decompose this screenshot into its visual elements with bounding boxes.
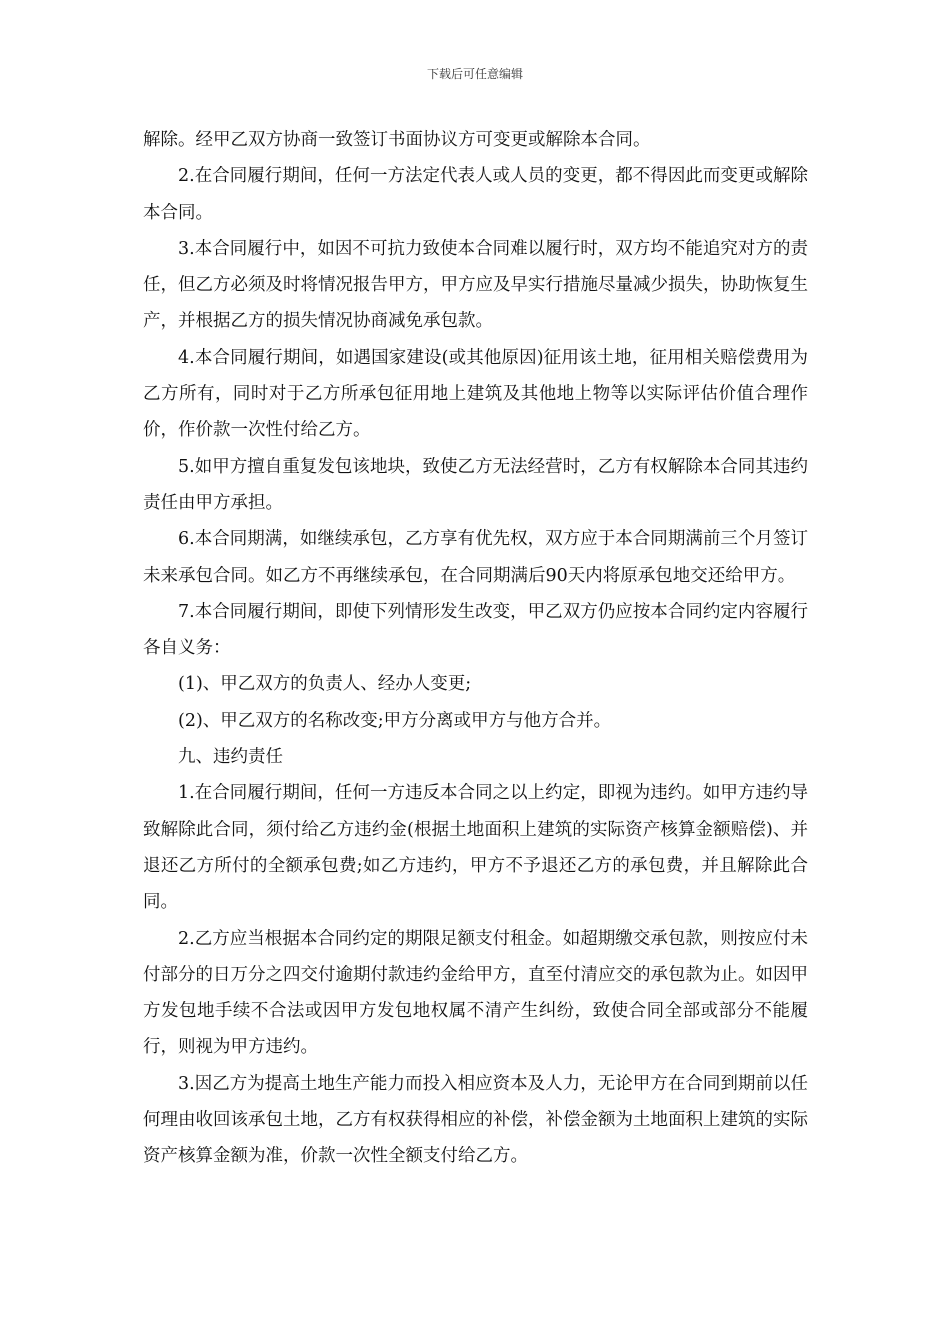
paragraph-12: 2.乙方应当根据本合同约定的期限足额支付租金。如超期缴交承包款，则按应付未付部分的日万分之四交付逾期付款违约金给甲方，直至付清应交的承包款为止。如因甲方发包地手续不合法或因甲方发包地权属不清产生纠纷，致使合同全部或部分不能履行，则视为甲方违约。 [143,928,808,1058]
paragraph-11: 1.在合同履行期间，任何一方违反本合同之以上约定，即视为违约。如甲方违约导致解除此合同，须付给乙方违约金(根据土地面积上建筑的实际资产核算金额赔偿)、并退还乙方所付的全额承包费;如乙方违约，甲方不予退还乙方的承包费，并且解除此合同。 [143,783,808,913]
paragraph-3: 3.本合同履行中，如因不可抗力致使本合同难以履行时，双方均不能追究对方的责任，但乙方必须及时将情况报告甲方，甲方应及早实行措施尽量减少损失，协助恢复生产，并根据乙方的损失情况协商减免承包款。 [143,238,808,332]
paragraph-5: 5.如甲方擅自重复发包该地块，致使乙方无法经营时，乙方有权解除本合同其违约责任由甲方承担。 [143,456,808,513]
document-body [143,122,808,1175]
page-header-note: 下载后可任意编辑 [426,67,523,81]
paragraph-13: 3.因乙方为提高土地生产能力而投入相应资本及人力，无论甲方在合同到期前以任何理由收回该承包土地，乙方有权获得相应的补偿，补偿金额为土地面积上建筑的实际资产核算金额为准，价款一次性全额支付给乙方。 [143,1073,808,1167]
paragraph-8: (1)、甲乙双方的负责人、经办人变更; [178,674,472,695]
paragraph-7: 7.本合同履行期间，即使下列情形发生改变，甲乙双方仍应按本合同约定内容履行各自义务： [143,601,808,659]
paragraph-6: 6.本合同期满，如继续承包，乙方享有优先权，双方应于本合同期满前三个月签订未来承包合同。如乙方不再继续承包，在合同期满后90天内将原承包地交还给甲方。 [143,529,808,586]
paragraph-1: 解除。经甲乙双方协商一致签订书面协议方可变更或解除本合同。 [143,130,651,150]
paragraph-2: 2.在合同履行期间，任何一方法定代表人或人员的变更，都不得因此而变更或解除本合同。 [143,166,808,223]
paragraph-9: (2)、甲乙双方的名称改变;甲方分离或甲方与他方合并。 [178,710,612,731]
section-heading: 九、违约责任 [178,747,283,768]
paragraph-4: 4.本合同履行期间，如遇国家建设(或其他原因)征用该土地，征用相关赔偿费用为乙方所有，同时对于乙方所承包征用地上建筑及其他地上物等以实际评估价值合理作价，作价款一次性付给乙方。 [143,347,808,441]
